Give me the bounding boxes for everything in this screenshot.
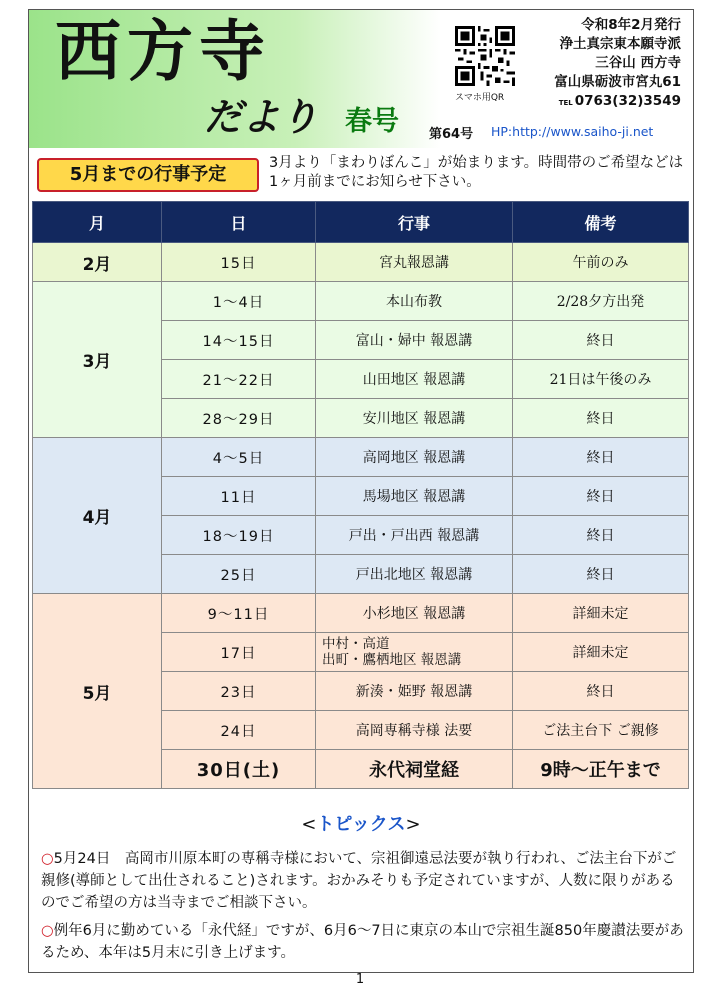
qr-code-icon[interactable] bbox=[455, 26, 515, 86]
schedule-table bbox=[32, 201, 689, 789]
remark-cell: 21日は午後のみ bbox=[513, 360, 689, 399]
table-row bbox=[33, 282, 689, 321]
bracket-close: > bbox=[405, 814, 421, 835]
column-header-event: 行事 bbox=[316, 202, 513, 243]
remark-cell: 2/28夕方出発 bbox=[513, 282, 689, 321]
date-cell: 21〜22日 bbox=[162, 360, 316, 399]
remark-cell: 詳細未定 bbox=[513, 594, 689, 633]
table-row bbox=[33, 243, 689, 282]
event-cell: 安川地区 報恩講 bbox=[316, 399, 513, 438]
publish-date: 令和8年2月発行 bbox=[581, 17, 681, 33]
remark-cell: 9時〜正午まで bbox=[513, 750, 689, 789]
newsletter-subtitle: だより bbox=[204, 94, 319, 139]
date-cell: 28〜29日 bbox=[162, 399, 316, 438]
event-line: 出町・鷹栖地区 報恩講 bbox=[322, 652, 462, 668]
month-cell: 5月 bbox=[33, 594, 162, 789]
schedule-note: 3月より「まわりぼんこ」が始まります。時間帯のご希望などは1ヶ月前までにお知らせ下さい。 bbox=[269, 155, 684, 190]
remark-cell: ご法主台下 ご親修 bbox=[513, 711, 689, 750]
phone-number[interactable]: 0763(32)3549 bbox=[574, 93, 681, 109]
temple-address: 富山県砺波市宮丸61 bbox=[554, 74, 681, 90]
date-cell: 4〜5日 bbox=[162, 438, 316, 477]
event-cell: 小杉地区 報恩講 bbox=[316, 594, 513, 633]
event-cell bbox=[316, 633, 513, 672]
page-number: 1 bbox=[355, 972, 365, 987]
april-group bbox=[33, 438, 689, 594]
schedule-heading: 5月までの行事予定 bbox=[37, 158, 259, 192]
masthead bbox=[29, 10, 693, 148]
temple-name: 三谷山 西方寺 bbox=[595, 55, 681, 71]
topic-text: 例年6月に勤めている「永代経」ですが、6月6〜7日に東京の本山で宗祖生誕850年慶讃法要があるため、本年は5月末に引き上げます。 bbox=[41, 923, 684, 961]
newsletter-title: 西方寺 bbox=[55, 12, 271, 90]
column-header-month: 月 bbox=[33, 202, 162, 243]
topics-title: トピックス bbox=[316, 814, 406, 835]
date-cell: 30日(土) bbox=[162, 750, 316, 789]
month-cell: 2月 bbox=[33, 243, 162, 282]
topic-text: 5月24日 高岡市川原本町の専稱寺様において、宗祖御遠忌法要が執り行われ、ご法主台下がご親修(導師として出仕されること)されます。おかみそりも予定されていますが、人数に限りがあるのでご希望の方は当寺までご相談下さい。 bbox=[41, 851, 677, 911]
event-cell: 山田地区 報恩講 bbox=[316, 360, 513, 399]
february-group bbox=[33, 243, 689, 282]
event-cell: 高岡専稱寺様 法要 bbox=[316, 711, 513, 750]
date-cell: 14〜15日 bbox=[162, 321, 316, 360]
event-cell: 高岡地区 報恩講 bbox=[316, 438, 513, 477]
sect-name: 浄土真宗東本願寺派 bbox=[559, 36, 681, 52]
issue-number: 第64号 bbox=[429, 127, 474, 142]
event-cell: 宮丸報恩講 bbox=[316, 243, 513, 282]
date-cell: 18〜19日 bbox=[162, 516, 316, 555]
month-cell: 3月 bbox=[33, 282, 162, 438]
march-group bbox=[33, 282, 689, 438]
date-cell: 25日 bbox=[162, 555, 316, 594]
event-cell: 富山・婦中 報恩講 bbox=[316, 321, 513, 360]
event-cell: 馬場地区 報恩講 bbox=[316, 477, 513, 516]
remark-cell: 詳細未定 bbox=[513, 633, 689, 672]
remark-cell: 終日 bbox=[513, 399, 689, 438]
event-cell: 本山布教 bbox=[316, 282, 513, 321]
circle-bullet-icon: ○ bbox=[41, 923, 54, 939]
temple-phone bbox=[554, 92, 681, 113]
remark-cell: 終日 bbox=[513, 516, 689, 555]
remark-cell: 終日 bbox=[513, 321, 689, 360]
event-cell: 戸出北地区 報恩講 bbox=[316, 555, 513, 594]
date-cell: 24日 bbox=[162, 711, 316, 750]
event-line: 中村・高道 bbox=[322, 636, 390, 652]
table-header-row bbox=[33, 202, 689, 243]
event-cell: 永代祠堂経 bbox=[316, 750, 513, 789]
remark-cell: 終日 bbox=[513, 477, 689, 516]
topic-item bbox=[41, 920, 689, 964]
table-row bbox=[33, 438, 689, 477]
month-cell: 4月 bbox=[33, 438, 162, 594]
date-cell: 17日 bbox=[162, 633, 316, 672]
date-cell: 23日 bbox=[162, 672, 316, 711]
qr-label: スマホ用QR bbox=[455, 93, 505, 103]
date-cell: 1〜4日 bbox=[162, 282, 316, 321]
topics-heading bbox=[29, 810, 693, 836]
date-cell: 15日 bbox=[162, 243, 316, 282]
newsletter-page bbox=[28, 9, 694, 973]
column-header-date: 日 bbox=[162, 202, 316, 243]
remark-cell: 終日 bbox=[513, 555, 689, 594]
season-label: 春号 bbox=[345, 106, 399, 137]
topic-item bbox=[41, 848, 689, 914]
event-cell: 新湊・姫野 報恩講 bbox=[316, 672, 513, 711]
homepage-link[interactable]: HP:http://www.saiho-ji.net bbox=[491, 124, 654, 139]
may-group bbox=[33, 594, 689, 789]
publisher-info bbox=[554, 16, 681, 113]
tel-mark: TEL bbox=[558, 99, 573, 107]
circle-bullet-icon: ○ bbox=[41, 851, 54, 867]
date-cell: 11日 bbox=[162, 477, 316, 516]
remark-cell: 終日 bbox=[513, 438, 689, 477]
bracket-open: < bbox=[301, 814, 317, 835]
event-cell: 戸出・戸出西 報恩講 bbox=[316, 516, 513, 555]
column-header-remark: 備考 bbox=[513, 202, 689, 243]
remark-cell: 午前のみ bbox=[513, 243, 689, 282]
table-row bbox=[33, 594, 689, 633]
date-cell: 9〜11日 bbox=[162, 594, 316, 633]
remark-cell: 終日 bbox=[513, 672, 689, 711]
